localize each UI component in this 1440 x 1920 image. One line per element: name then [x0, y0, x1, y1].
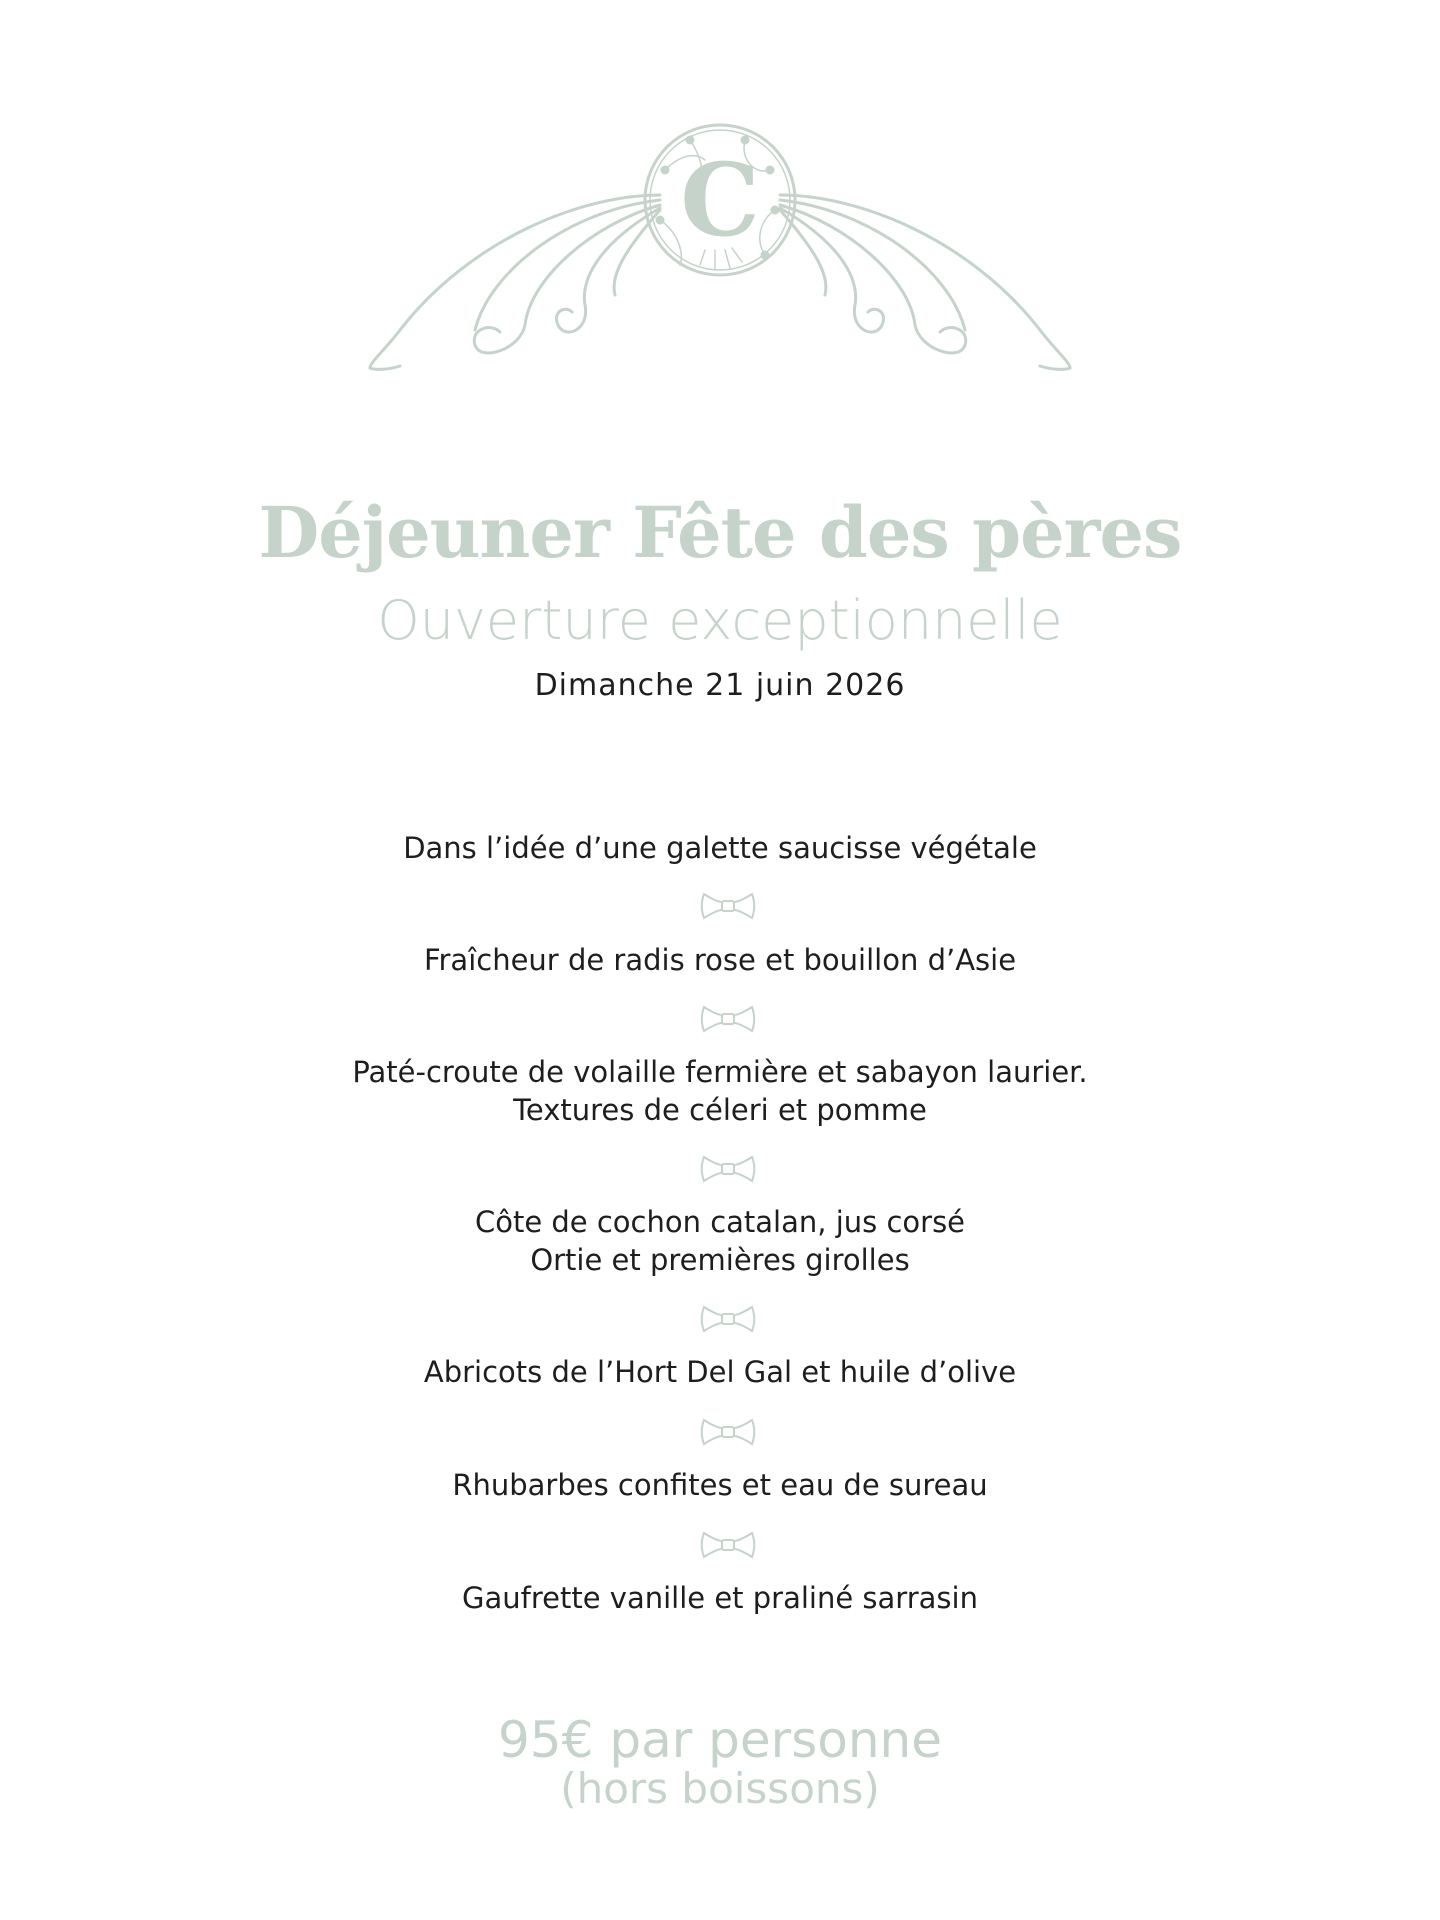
menu-item-line: Ortie et premières girolles: [530, 1243, 910, 1277]
menu-item-line: Rhubarbes confites et eau de sureau: [452, 1468, 988, 1502]
bow-tie-icon: [700, 1153, 756, 1185]
menu-item-line: Paté-croute de volaille fermière et sabayon laurier.: [352, 1055, 1088, 1089]
page-title: Déjeuner Fête des pères: [258, 491, 1182, 574]
menu-item-line: Côte de cochon catalan, jus corsé: [474, 1205, 966, 1239]
page-subtitle: Ouverture exceptionnelle: [377, 589, 1063, 652]
menu-item-line: Dans l’idée d’une galette saucisse végétale: [403, 831, 1037, 865]
menu-item: [0, 1203, 1440, 1279]
menu-item: [0, 1579, 1440, 1617]
menu-item: [0, 1353, 1440, 1391]
bow-tie-icon: [700, 1416, 756, 1448]
bow-tie-icon: [700, 890, 756, 922]
monogram-logo: [360, 100, 1080, 380]
menu-item-line: Abricots de l’Hort Del Gal et huile d’olive: [423, 1355, 1017, 1389]
menu-item-line: Textures de céleri et pomme: [513, 1093, 927, 1127]
menu-item: [0, 941, 1440, 979]
menu-item: [0, 1053, 1440, 1129]
bow-tie-icon: [700, 1303, 756, 1335]
event-date: Dimanche 21 juin 2026: [534, 668, 906, 703]
bow-tie-icon: [700, 1003, 756, 1035]
menu-item: [0, 1466, 1440, 1504]
menu-item-line: Gaufrette vanille et praliné sarrasin: [462, 1581, 978, 1615]
price: 95€ par personne: [498, 1711, 942, 1769]
monogram-letter: C: [680, 141, 760, 259]
bow-tie-icon: [700, 1529, 756, 1561]
menu-item-line: Fraîcheur de radis rose et bouillon d’Asie: [423, 943, 1017, 977]
menu-item: [0, 829, 1440, 867]
price-note: (hors boissons): [560, 1764, 880, 1813]
